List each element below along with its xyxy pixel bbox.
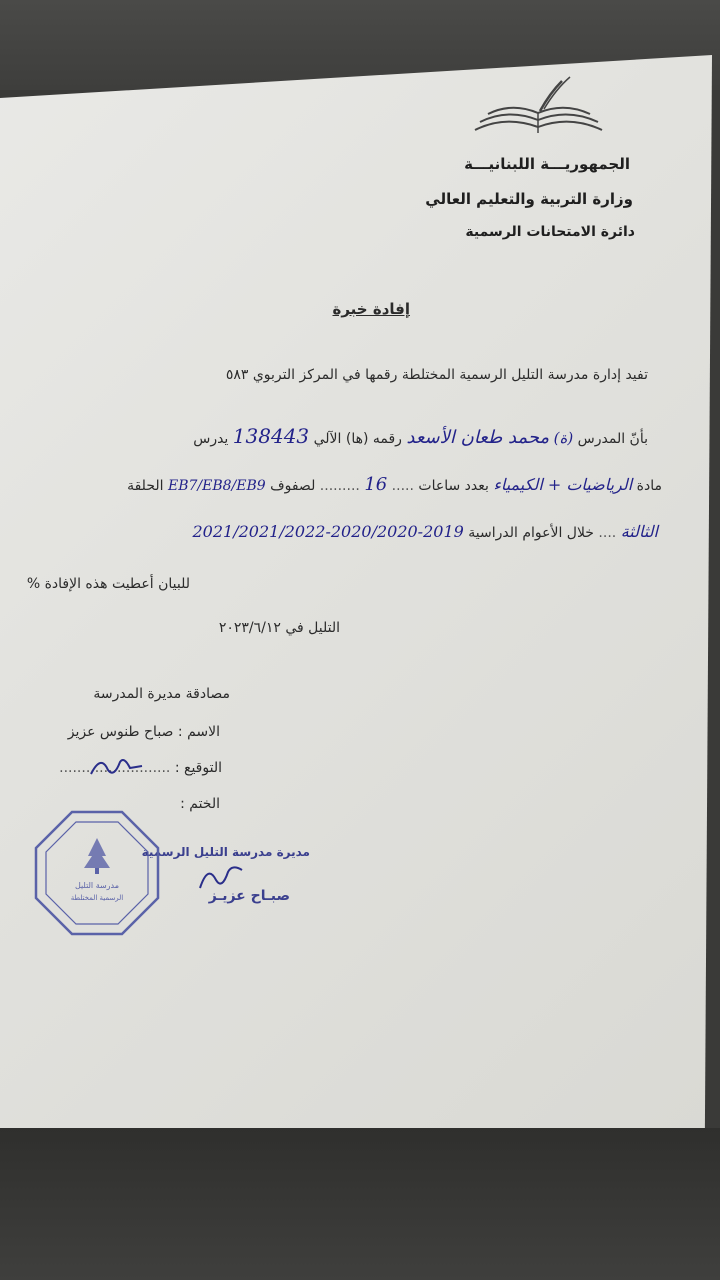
teacher-id: 138443 [232, 424, 310, 448]
stamp-center-line-1: مدرسة التليل [74, 881, 120, 890]
body-line-2 [193, 424, 648, 448]
line3-mid: بعدد ساعات [418, 478, 489, 494]
ministry-emblem-icon [470, 75, 610, 150]
signature-label: التوقيع : [174, 760, 222, 776]
stamp-label: الختم : [180, 796, 220, 812]
body-line-4 [193, 522, 659, 541]
line3-prefix: مادة [636, 478, 662, 494]
document-paper [0, 55, 712, 1130]
principal-stamp-name: صبـاح عزيـز [208, 888, 290, 904]
name-value: صباح طنوس عزيز [67, 724, 174, 740]
hours: 16 [364, 474, 388, 495]
years: 2019-2020/2020-2021/2021/2022 [192, 522, 464, 541]
dotted-fill: ..... [391, 478, 414, 494]
line3-suffix: الحلقة [127, 478, 164, 494]
body-line-1: تفيد إدارة مدرسة التليل الرسمية المختلطة رقمها في المركز التربوي ٥٨٣ [225, 367, 648, 383]
header-country: الجمهوريـــة اللبنانيـــة [464, 155, 630, 173]
teacher-name: محمد طعان الأسعد [406, 427, 550, 448]
place-date: التليل في ٢٠٢٣/٦/١٢ [218, 620, 340, 636]
classes-label: لصفوف [270, 478, 316, 494]
header-department: دائرة الامتحانات الرسمية [465, 224, 635, 240]
subjects: الرياضيات + الكيمياء [493, 475, 633, 494]
background-bottom [0, 1128, 720, 1280]
dotted-fill: ......................... [59, 760, 171, 776]
page-title: إفادة خبرة [332, 300, 410, 318]
cycle: الثالثة [620, 522, 658, 541]
handwritten-signature [86, 752, 146, 782]
body-line-3 [127, 474, 662, 495]
name-row [68, 724, 220, 740]
classes: EB7/EB8/EB9 [167, 478, 266, 494]
stamp-center-line-2: الرسمية المختلطة [70, 894, 124, 902]
approval-heading: مصادقة مديرة المدرسة [93, 686, 230, 702]
line2-prefix: بأنّ المدرس [577, 431, 648, 447]
line2-mid: رقمه (ها) الآلي [313, 431, 402, 447]
dotted-fill: ......... [319, 478, 360, 494]
header-ministry: وزارة التربية والتعليم العالي [425, 190, 633, 208]
principal-stamp-title: مديرة مدرسة التليل الرسمية [141, 845, 310, 859]
line2-suffix: يدرس [193, 431, 229, 447]
name-label: الاسم : [177, 724, 220, 740]
line2-paren: (ة) [553, 429, 574, 447]
statement: للبيان أعطيت هذه الإفادة % [26, 576, 190, 592]
principal-signature [196, 860, 246, 894]
line4-mid: خلال الأعوام الدراسية [468, 525, 594, 541]
dotted-fill: .... [598, 525, 617, 541]
official-stamp [32, 808, 162, 938]
